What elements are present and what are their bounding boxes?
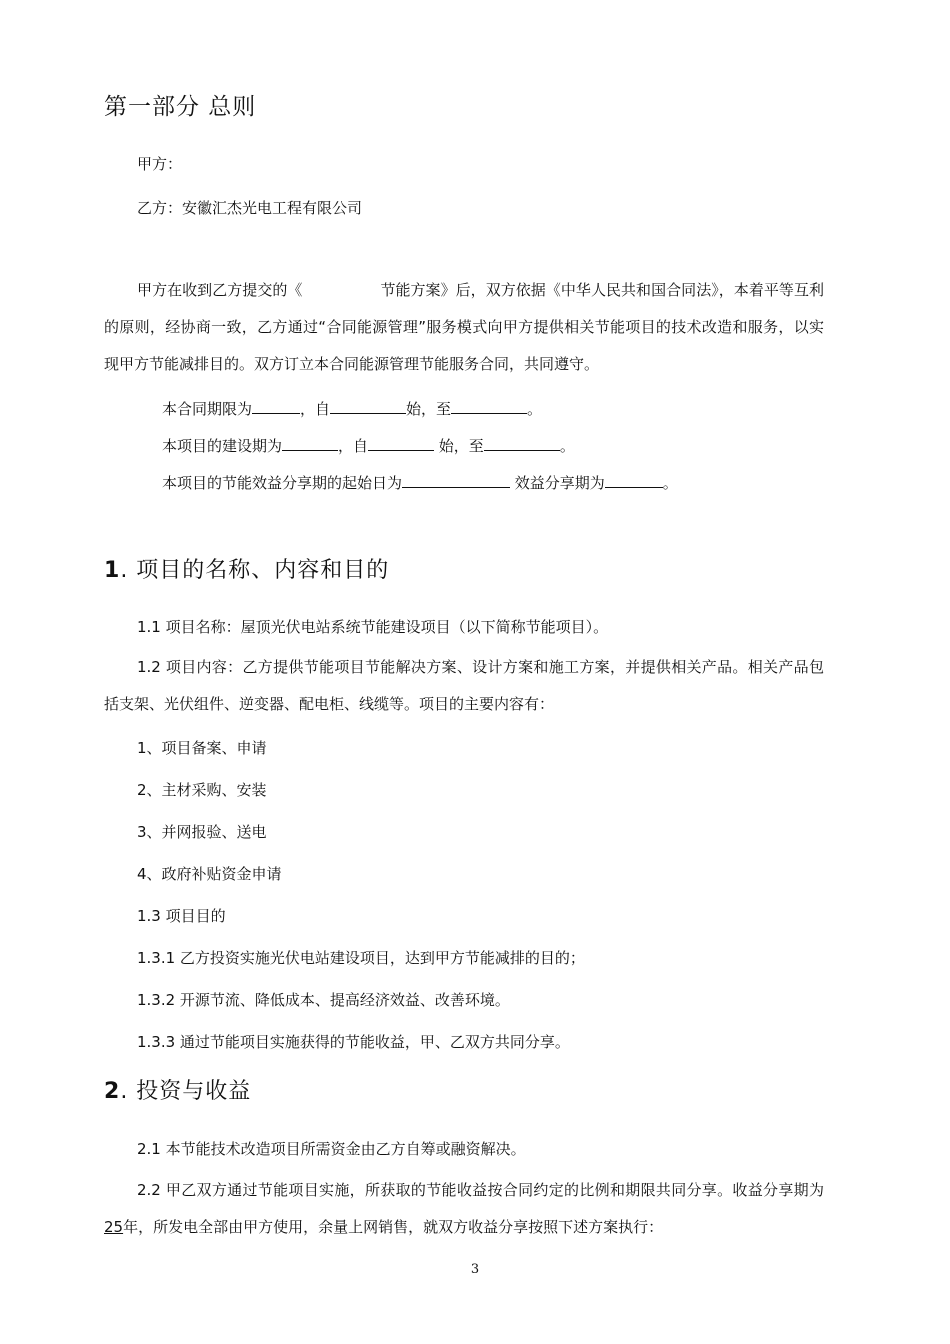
- section-1-title: . 项目的名称、内容和目的: [120, 558, 390, 583]
- list-item: 3、并网报验、送电: [137, 823, 267, 841]
- build-end-blank[interactable]: [484, 436, 560, 451]
- list-item: 4、政府补贴资金申请: [137, 865, 282, 883]
- share-period-label: 效益分享期为: [510, 474, 605, 492]
- item-1-3-2: 1.3.2 开源节流、降低成本、提高经济效益、改善环境。: [137, 991, 510, 1009]
- contract-term-line: [162, 398, 542, 419]
- build-period-line: [162, 435, 575, 456]
- term-to: 始，至: [406, 400, 452, 418]
- share-period-blank[interactable]: [605, 473, 663, 488]
- item-1-3: 1.3 项目目的: [137, 907, 226, 925]
- item-1-2-text: 1.2 项目内容：乙方提供节能项目节能解决方案、设计方案和施工方案，并提供相关产品。相关产品包括支架、光伏组件、逆变器、配电柜、线缆等。项目的主要内容有：: [104, 658, 824, 713]
- party-a-line: 甲方：: [137, 155, 183, 173]
- share-period-line: [162, 472, 678, 493]
- share-start-blank[interactable]: [402, 473, 510, 488]
- build-label: 本项目的建设期为: [162, 437, 283, 455]
- item-1-1: 1.1 项目名称：屋顶光伏电站系统节能建设项目（以下简称节能项目）。: [137, 618, 609, 636]
- page-number: 3: [470, 1262, 480, 1277]
- party-b-line: 乙方：安徽汇杰光电工程有限公司: [137, 199, 363, 217]
- section-1-heading: [104, 553, 389, 584]
- item-2-2: [104, 1172, 824, 1246]
- term-start-blank[interactable]: [330, 399, 406, 414]
- build-blank[interactable]: [282, 436, 338, 451]
- build-from: ，自: [338, 437, 369, 455]
- section-2-number: 2: [104, 1079, 121, 1104]
- share-end: 。: [662, 474, 678, 492]
- section-2-heading: [104, 1074, 251, 1105]
- term-label: 本合同期限为: [162, 400, 253, 418]
- item-1-3-1: 1.3.1 乙方投资实施光伏电站建设项目，达到甲方节能减排的目的；: [137, 949, 585, 967]
- item-2-2-text-a: 2.2 甲乙双方通过节能项目实施，所获取的节能收益按合同约定的比例和期限共同分享。收益分享期为: [137, 1181, 824, 1199]
- item-2-2-text-b: 年，所发电全部由甲方使用，余量上网销售，就双方收益分享按照下述方案执行：: [123, 1218, 664, 1236]
- share-label: 本项目的节能效益分享期的起始日为: [162, 474, 403, 492]
- item-1-2: [104, 649, 824, 723]
- part-title: 第一部分 总则: [104, 94, 257, 120]
- intro-seg2: 节能方案》后，双方依据《中华人民共和国合同法》，本着平等互利的原则，经协商一致，乙方通过“合同能源管理”服务模式向甲方提供相关节能项目的技术改造和服务，以实现甲方节能减排目的。双方订立本合同能源管理节能服务合同，共同遵守。: [104, 281, 824, 373]
- term-end-blank[interactable]: [451, 399, 527, 414]
- item-2-1: 2.1 本节能技术改造项目所需资金由乙方自筹或融资解决。: [137, 1140, 526, 1158]
- share-years-value: 25: [104, 1218, 124, 1236]
- section-2-title: . 投资与收益: [120, 1079, 252, 1104]
- build-to: 始，至: [434, 437, 484, 455]
- term-end: 。: [527, 400, 543, 418]
- build-end: 。: [559, 437, 575, 455]
- intro-paragraph: [104, 272, 824, 383]
- term-blank[interactable]: [252, 399, 300, 414]
- term-from: ，自: [300, 400, 331, 418]
- intro-seg1: 甲方在收到乙方提交的《: [137, 281, 303, 299]
- list-item: 2、主材采购、安装: [137, 781, 267, 799]
- build-start-blank[interactable]: [368, 436, 434, 451]
- section-1-number: 1: [104, 558, 121, 583]
- list-item: 1、项目备案、申请: [137, 739, 267, 757]
- item-1-3-3: 1.3.3 通过节能项目实施获得的节能收益，甲、乙双方共同分享。: [137, 1033, 570, 1051]
